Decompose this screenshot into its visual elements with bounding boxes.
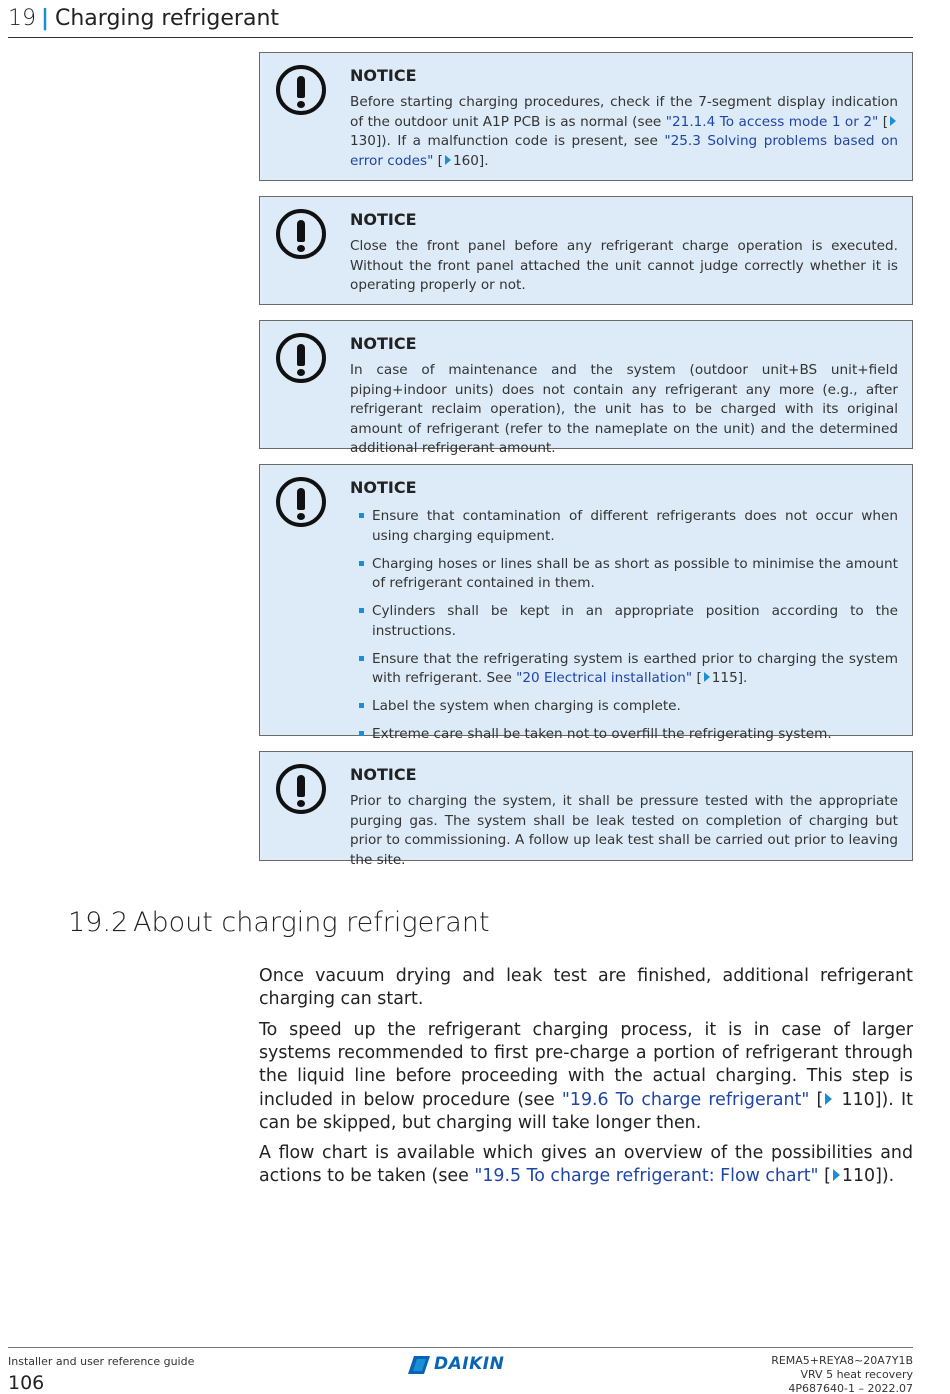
chapter-number: 19 xyxy=(8,6,36,31)
page-footer xyxy=(8,1347,913,1394)
header-separator: | xyxy=(41,6,50,31)
page-arrow-icon xyxy=(890,116,896,126)
exclamation-icon xyxy=(276,209,326,259)
product-name: VRV 5 heat recovery xyxy=(800,1368,913,1381)
cross-reference-link[interactable]: "25.3 Solving problems based on error codes" xyxy=(350,133,898,169)
notice-box xyxy=(259,320,913,457)
guide-title: Installer and user reference guide xyxy=(8,1355,195,1368)
exclamation-icon xyxy=(276,333,326,383)
page-arrow-icon xyxy=(825,1093,832,1105)
section-title: About charging refrigerant xyxy=(133,907,490,938)
list-item: Label the system when charging is complete. xyxy=(350,697,898,717)
list-item: Ensure that contamination of different refrigerants does not occur when using charging equipment. xyxy=(350,507,898,546)
page-header xyxy=(8,4,913,38)
notice-box xyxy=(259,464,913,743)
notice-title: NOTICE xyxy=(350,66,417,85)
notice-title: NOTICE xyxy=(350,478,417,497)
notice-text: Before starting charging procedures, check if the 7-segment display indication of the outdoor unit A1P PCB is as normal (see "21.1.4 To access mode 1 or 2" [130]). If a malfunction code is present, see "25.3 Solving problems based on error codes" [ 160]. xyxy=(350,94,898,169)
paragraph: A flow chart is available which gives an overview of the possibilities and actions to be taken (see "19.5 To charge refrigerant: Flow chart" [ 110]). xyxy=(259,1143,913,1187)
cross-reference-link[interactable]: "19.5 To charge refrigerant: Flow chart" xyxy=(474,1166,819,1187)
list-item: Charging hoses or lines shall be as short as possible to minimise the amount of refrigerant contained in them. xyxy=(350,555,898,594)
paragraph: To speed up the refrigerant charging process, it is in case of larger systems recommended to first pre-charge a portion of refrigerant through the liquid line before proceeding with the actual charging. This step is included in below procedure (see "19.6 To charge refrigerant" [ 110]). It can be skipped, but charging will take longer then. xyxy=(259,1020,913,1133)
notice-title: NOTICE xyxy=(350,765,417,784)
exclamation-icon xyxy=(276,65,326,115)
notice-box xyxy=(259,52,913,181)
notice-bullet-list xyxy=(350,507,898,745)
list-item: Cylinders shall be kept in an appropriate position according to the instructions. xyxy=(350,602,898,641)
page-arrow-icon xyxy=(704,672,710,682)
brand-logo: DAIKIN xyxy=(434,1354,505,1374)
notice-text: Close the front panel before any refrigerant charge operation is executed. Without the front panel attached the unit cannot judge correctly whether it is operating properly or not. xyxy=(350,238,898,294)
notice-box xyxy=(259,751,913,868)
notice-title: NOTICE xyxy=(350,210,417,229)
section-heading xyxy=(68,907,490,938)
list-item: Extreme care shall be taken not to overfill the refrigerating system. xyxy=(350,725,898,745)
exclamation-icon xyxy=(276,764,326,814)
exclamation-icon xyxy=(276,477,326,527)
page-arrow-icon xyxy=(833,1169,840,1181)
cross-reference-link[interactable]: "19.6 To charge refrigerant" xyxy=(561,1089,810,1110)
cross-reference-link[interactable]: "21.1.4 To access mode 1 or 2" xyxy=(665,113,879,130)
notice-title: NOTICE xyxy=(350,334,417,353)
document-number: 4P687640-1 – 2022.07 xyxy=(788,1382,913,1394)
list-item: Ensure that the refrigerating system is earthed prior to charging the system with refrigerant. See "20 Electrical installation" [ 115]. xyxy=(350,650,898,689)
model-number: REMA5+REYA8~20A7Y1B xyxy=(771,1354,913,1367)
page-number: 106 xyxy=(8,1372,45,1394)
paragraph: Once vacuum drying and leak test are finished, additional refrigerant charging can start. xyxy=(259,966,913,1010)
chapter-title: Charging refrigerant xyxy=(55,6,280,31)
notice-box xyxy=(259,196,913,305)
section-number: 19.2 xyxy=(68,907,129,938)
page-arrow-icon xyxy=(445,155,451,165)
cross-reference-link[interactable]: "20 Electrical installation" xyxy=(516,670,693,687)
document-info xyxy=(771,1354,913,1394)
notice-text: In case of maintenance and the system (outdoor unit+BS unit+field piping+indoor units) does not contain any refrigerant any more (e.g., after refrigerant reclaim operation), the unit has to be charged with its original amount of refrigerant (refer to the nameplate on the unit) and the determined additional refrigerant amount. xyxy=(350,362,898,457)
notice-text: Prior to charging the system, it shall be pressure tested with the appropriate purging gas. The system shall be leak tested on completion of charging but prior to commissioning. A follow up leak test shall be carried out prior to leaving the site. xyxy=(350,793,898,868)
